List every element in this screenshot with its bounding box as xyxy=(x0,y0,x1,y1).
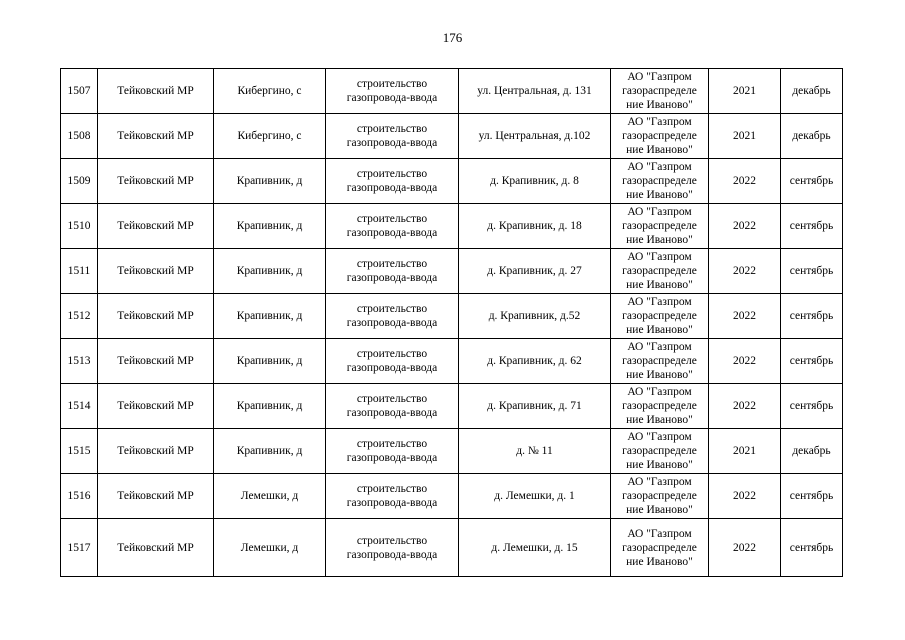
work-type-cell-line: газопровода-ввода xyxy=(346,548,438,561)
address-cell: ул. Центральная, д.102 xyxy=(459,114,611,159)
organization-cell xyxy=(611,384,709,429)
address-cell: д. Крапивник, д. 18 xyxy=(459,204,611,249)
organization-cell-line: газораспределе xyxy=(622,541,697,554)
settlement-cell: Крапивник, д xyxy=(214,384,326,429)
year-cell: 2022 xyxy=(709,294,781,339)
settlement-cell: Лемешки, д xyxy=(214,474,326,519)
page-number: 176 xyxy=(442,30,463,45)
settlement-cell: Крапивник, д xyxy=(214,294,326,339)
organization-cell-line: ние Иваново" xyxy=(626,555,693,568)
organization-cell-line: газораспределе xyxy=(622,490,697,502)
settlement-cell: Кибергино, с xyxy=(214,114,326,159)
work-type-cell-line: строительство xyxy=(356,213,428,225)
table-body xyxy=(61,69,843,577)
work-type-cell-line: строительство xyxy=(356,393,428,405)
district-cell: Тейковский МР xyxy=(98,114,214,159)
work-type-cell xyxy=(326,114,459,159)
row-number: 1508 xyxy=(61,114,98,159)
address-cell: д. Лемешки, д. 1 xyxy=(459,474,611,519)
organization-cell-line: ние Иваново" xyxy=(626,99,693,111)
work-type-cell-line: газопровода-ввода xyxy=(346,227,438,239)
address-cell: д. Крапивник, д.52 xyxy=(459,294,611,339)
organization-cell-line: АО "Газпром xyxy=(627,161,692,173)
organization-cell-line: газораспределе xyxy=(622,445,697,457)
month-cell: сентябрь xyxy=(781,204,843,249)
year-cell: 2022 xyxy=(709,474,781,519)
address-cell: д. Крапивник, д. 8 xyxy=(459,159,611,204)
settlement-cell: Крапивник, д xyxy=(214,249,326,294)
table-row xyxy=(61,519,843,577)
organization-cell xyxy=(611,69,709,114)
work-type-cell xyxy=(326,159,459,204)
work-type-cell-line: строительство xyxy=(356,534,428,547)
district-cell: Тейковский МР xyxy=(98,384,214,429)
year-cell: 2022 xyxy=(709,204,781,249)
table-row xyxy=(61,474,843,519)
district-cell: Тейковский МР xyxy=(98,339,214,384)
organization-cell-line: АО "Газпром xyxy=(627,116,692,128)
table-row xyxy=(61,429,843,474)
organization-cell-line: газораспределе xyxy=(622,310,697,322)
address-cell: д. Крапивник, д. 27 xyxy=(459,249,611,294)
district-cell: Тейковский МР xyxy=(98,249,214,294)
organization-cell-line: ние Иваново" xyxy=(626,189,693,201)
work-type-cell-line: строительство xyxy=(356,483,428,495)
organization-cell-line: газораспределе xyxy=(622,355,697,367)
work-type-cell xyxy=(326,519,459,577)
row-number: 1517 xyxy=(61,519,98,577)
settlement-cell: Лемешки, д xyxy=(214,519,326,577)
organization-cell-line: АО "Газпром xyxy=(627,386,692,398)
organization-cell xyxy=(611,429,709,474)
organization-cell-line: ние Иваново" xyxy=(626,279,693,291)
year-cell: 2021 xyxy=(709,429,781,474)
address-cell: д. № 11 xyxy=(459,429,611,474)
address-cell: д. Крапивник, д. 71 xyxy=(459,384,611,429)
organization-cell-line: газораспределе xyxy=(622,85,697,97)
work-type-cell-line: строительство xyxy=(356,258,428,270)
organization-cell-line: ние Иваново" xyxy=(626,324,693,336)
settlement-cell: Крапивник, д xyxy=(214,204,326,249)
organization-cell-line: АО "Газпром xyxy=(627,431,692,443)
organization-cell-line: газораспределе xyxy=(622,400,697,412)
row-number: 1512 xyxy=(61,294,98,339)
organization-cell-line: ние Иваново" xyxy=(626,414,693,426)
month-cell: сентябрь xyxy=(781,339,843,384)
organization-cell-line: газораспределе xyxy=(622,175,697,187)
month-cell: сентябрь xyxy=(781,294,843,339)
row-number: 1514 xyxy=(61,384,98,429)
work-type-cell-line: газопровода-ввода xyxy=(346,407,438,419)
district-cell: Тейковский МР xyxy=(98,69,214,114)
organization-cell-line: АО "Газпром xyxy=(627,341,692,353)
organization-cell xyxy=(611,204,709,249)
work-type-cell xyxy=(326,384,459,429)
district-cell: Тейковский МР xyxy=(98,159,214,204)
row-number: 1515 xyxy=(61,429,98,474)
work-type-cell-line: строительство xyxy=(356,168,428,180)
work-type-cell-line: строительство xyxy=(356,123,428,135)
settlement-cell: Кибергино, с xyxy=(214,69,326,114)
year-cell: 2022 xyxy=(709,339,781,384)
table-row xyxy=(61,159,843,204)
table-row xyxy=(61,384,843,429)
month-cell: сентябрь xyxy=(781,474,843,519)
year-cell: 2022 xyxy=(709,159,781,204)
organization-cell-line: ние Иваново" xyxy=(626,459,693,471)
organization-cell xyxy=(611,294,709,339)
row-number: 1511 xyxy=(61,249,98,294)
work-type-cell xyxy=(326,429,459,474)
work-type-cell-line: газопровода-ввода xyxy=(346,317,438,329)
organization-cell-line: АО "Газпром xyxy=(627,206,692,218)
address-cell: ул. Центральная, д. 131 xyxy=(459,69,611,114)
work-type-cell-line: газопровода-ввода xyxy=(346,92,438,104)
organization-cell-line: АО "Газпром xyxy=(627,527,692,540)
year-cell: 2022 xyxy=(709,384,781,429)
year-cell: 2021 xyxy=(709,69,781,114)
table-row xyxy=(61,339,843,384)
work-type-cell-line: газопровода-ввода xyxy=(346,182,438,194)
work-type-cell-line: строительство xyxy=(356,78,428,90)
organization-cell xyxy=(611,519,709,577)
row-number: 1507 xyxy=(61,69,98,114)
table-row xyxy=(61,114,843,159)
district-cell: Тейковский МР xyxy=(98,474,214,519)
settlement-cell: Крапивник, д xyxy=(214,339,326,384)
organization-cell-line: АО "Газпром xyxy=(627,296,692,308)
year-cell: 2022 xyxy=(709,249,781,294)
work-type-cell-line: газопровода-ввода xyxy=(346,137,438,149)
work-type-cell xyxy=(326,249,459,294)
organization-cell xyxy=(611,339,709,384)
month-cell: сентябрь xyxy=(781,519,843,577)
organization-cell xyxy=(611,249,709,294)
month-cell: сентябрь xyxy=(781,249,843,294)
month-cell: декабрь xyxy=(781,69,843,114)
work-type-cell-line: газопровода-ввода xyxy=(346,452,438,464)
organization-cell xyxy=(611,114,709,159)
district-cell: Тейковский МР xyxy=(98,294,214,339)
table-row xyxy=(61,69,843,114)
table-row xyxy=(61,204,843,249)
work-type-cell-line: газопровода-ввода xyxy=(346,497,438,509)
work-type-cell xyxy=(326,339,459,384)
month-cell: декабрь xyxy=(781,114,843,159)
address-cell: д. Крапивник, д. 62 xyxy=(459,339,611,384)
address-cell: д. Лемешки, д. 15 xyxy=(459,519,611,577)
work-type-cell-line: газопровода-ввода xyxy=(346,362,438,374)
work-type-cell xyxy=(326,69,459,114)
organization-cell-line: АО "Газпром xyxy=(627,251,692,263)
organization-cell-line: АО "Газпром xyxy=(627,476,692,488)
row-number: 1513 xyxy=(61,339,98,384)
row-number: 1516 xyxy=(61,474,98,519)
settlement-cell: Крапивник, д xyxy=(214,429,326,474)
organization-cell-line: газораспределе xyxy=(622,265,697,277)
gasification-table xyxy=(60,68,843,577)
settlement-cell: Крапивник, д xyxy=(214,159,326,204)
work-type-cell xyxy=(326,474,459,519)
year-cell: 2022 xyxy=(709,519,781,577)
organization-cell xyxy=(611,159,709,204)
district-cell: Тейковский МР xyxy=(98,519,214,577)
month-cell: сентябрь xyxy=(781,384,843,429)
organization-cell-line: газораспределе xyxy=(622,220,697,232)
table-row xyxy=(61,294,843,339)
organization-cell-line: ние Иваново" xyxy=(626,369,693,381)
work-type-cell xyxy=(326,204,459,249)
district-cell: Тейковский МР xyxy=(98,429,214,474)
district-cell: Тейковский МР xyxy=(98,204,214,249)
work-type-cell xyxy=(326,294,459,339)
work-type-cell-line: строительство xyxy=(356,348,428,360)
table-row xyxy=(61,249,843,294)
work-type-cell-line: строительство xyxy=(356,438,428,450)
organization-cell-line: ние Иваново" xyxy=(626,234,693,246)
month-cell: сентябрь xyxy=(781,159,843,204)
organization-cell xyxy=(611,474,709,519)
organization-cell-line: газораспределе xyxy=(622,130,697,142)
organization-cell-line: АО "Газпром xyxy=(627,71,692,83)
year-cell: 2021 xyxy=(709,114,781,159)
organization-cell-line: ние Иваново" xyxy=(626,504,693,516)
work-type-cell-line: строительство xyxy=(356,303,428,315)
work-type-cell-line: газопровода-ввода xyxy=(346,272,438,284)
row-number: 1509 xyxy=(61,159,98,204)
month-cell: декабрь xyxy=(781,429,843,474)
row-number: 1510 xyxy=(61,204,98,249)
organization-cell-line: ние Иваново" xyxy=(626,144,693,156)
